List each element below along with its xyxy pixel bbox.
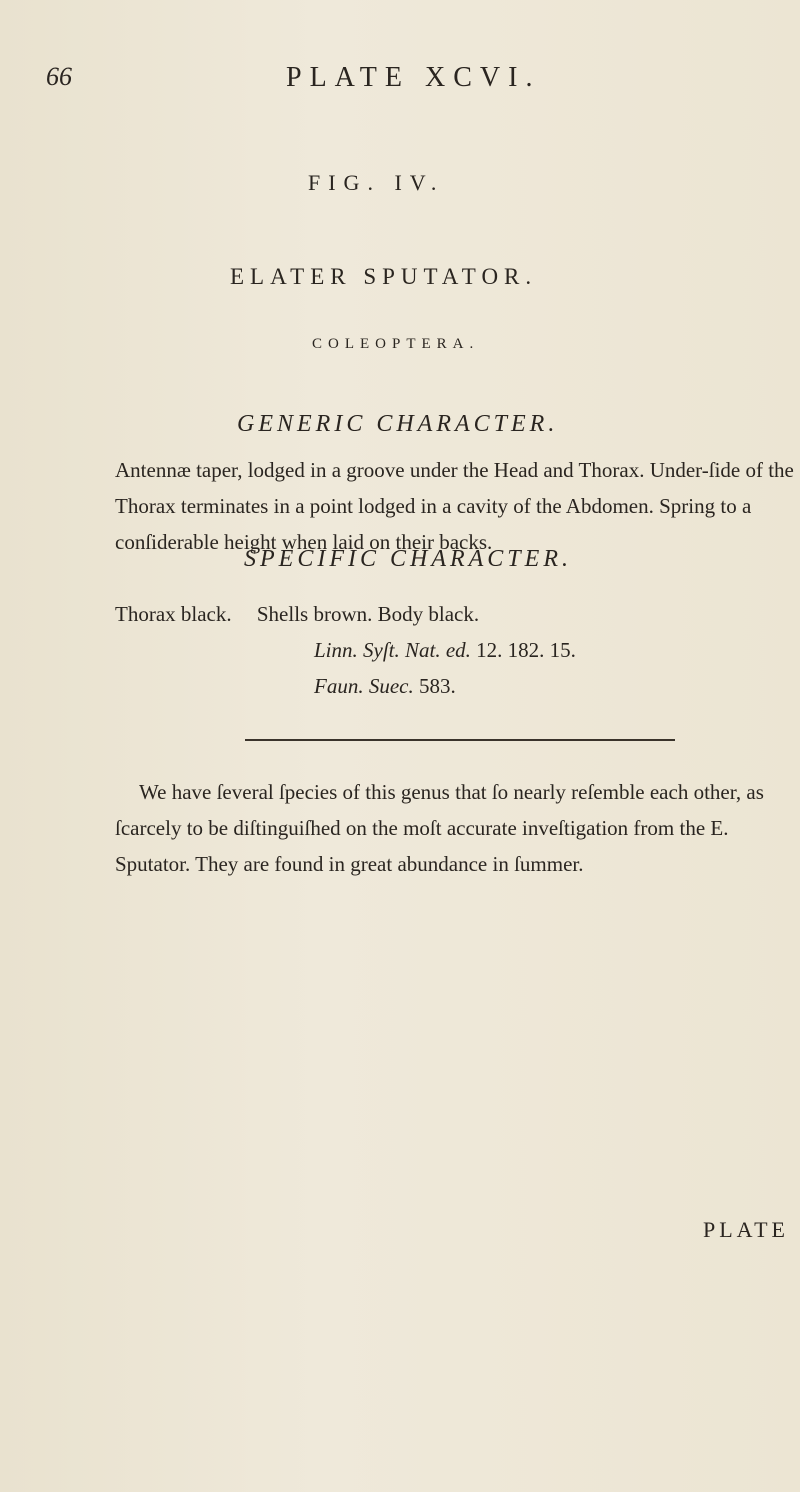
page-number: 66 [46, 62, 72, 91]
catchword: PLATE [703, 1217, 789, 1242]
specific-shells-body: Shells brown. Body black. [256, 602, 480, 626]
remarks-paragraph: We have ſeveral ſpecies of this genus that ſo nearly reſemble each other, as ſcarcely to be diſtinguiſhed on the moſt accurate inveſtigation from the E. Sputator. They are found in great abundance in ſummer. [115, 780, 764, 876]
order-name: COLEOPTERA. [312, 336, 480, 352]
specific-thorax: Thorax black. [115, 602, 232, 626]
figure-label: FIG. IV. [308, 170, 445, 195]
reference-linnaeus-title: Linn. Syſt. Nat. ed. [314, 638, 471, 662]
divider-rule [245, 739, 675, 741]
reference-fauna [314, 674, 456, 699]
reference-linnaeus [314, 638, 576, 663]
specific-character-heading: SPECIFIC CHARACTER. [244, 546, 572, 572]
generic-character-heading: GENERIC CHARACTER. [237, 411, 559, 437]
genus-name: ELATER SPUTATOR. [230, 264, 538, 289]
plate-title: PLATE XCVI. [286, 62, 541, 93]
reference-fauna-numbers: 583. [418, 674, 456, 698]
reference-fauna-title: Faun. Suec. [314, 674, 414, 698]
specific-character-line [115, 602, 479, 627]
generic-character-text: Antennæ taper, lodged in a groove under the Head and Thorax. Under-ſide of the Thorax terminates in a point lodged in a cavity of the Abdomen. Spring to a conſiderable height when laid on their backs. [115, 458, 794, 554]
reference-linnaeus-numbers: 12. 182. 15. [476, 638, 576, 662]
